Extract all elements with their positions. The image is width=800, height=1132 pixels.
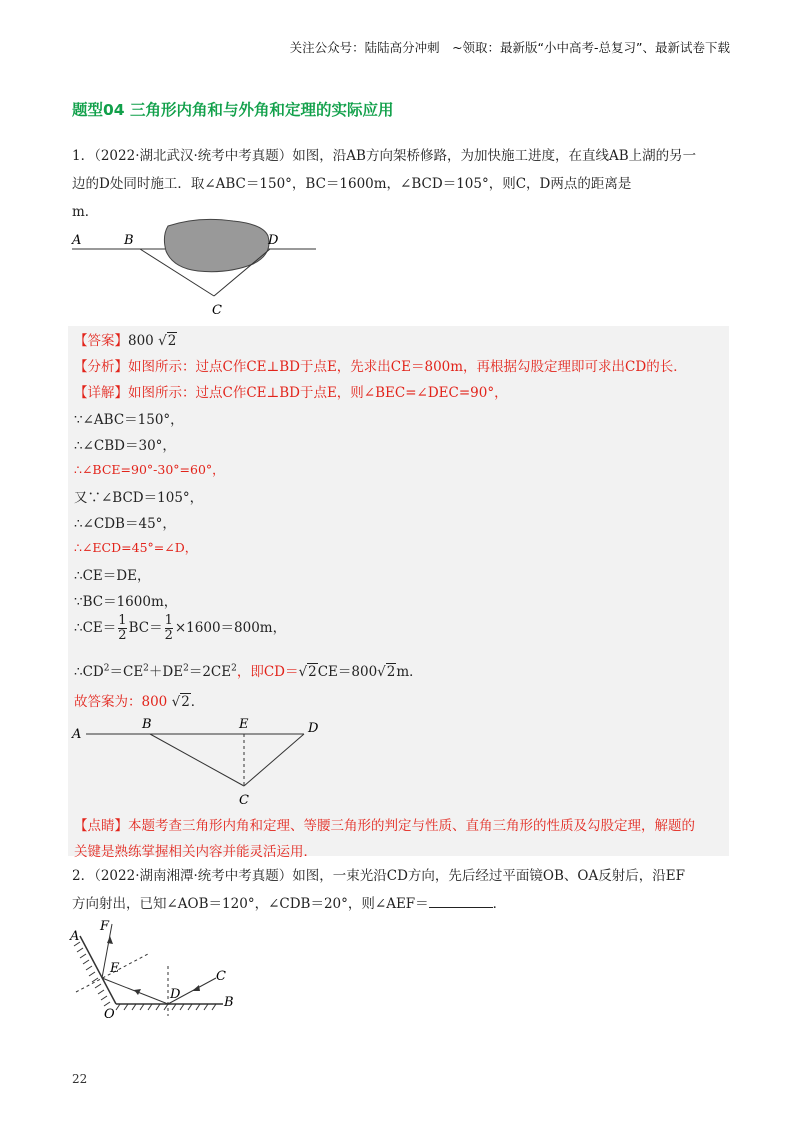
- detail-line: [74, 381, 508, 401]
- fig2-label-o: O: [104, 1007, 115, 1022]
- detail-tag: 【详解】: [74, 385, 128, 401]
- step-10-root-1: 2: [308, 664, 317, 680]
- answer-blank: [429, 893, 493, 908]
- answer-value: 800: [128, 333, 154, 349]
- detail-text: 如图所示：过点C作CE⊥BD于点E，则∠BEC=∠DEC=90°，: [128, 385, 508, 401]
- fraction-half-2: [165, 614, 173, 643]
- step-10-d: ＝2CE: [188, 664, 232, 680]
- step-10-e: ，即CD＝: [236, 664, 299, 680]
- fig2-label-c: C: [216, 969, 226, 984]
- step-5: ∴∠CDB＝45°，: [74, 516, 176, 532]
- step-10-b: ＝CE: [109, 664, 144, 680]
- mirror-ob-hatch: [116, 1004, 216, 1010]
- step-10-g: CE＝800: [317, 664, 378, 680]
- question-2: [72, 862, 732, 918]
- step-3: ∴∠BCE=90°-30°=60°，: [74, 462, 225, 477]
- arrow-de: [134, 989, 141, 995]
- step-9-b: BC＝: [128, 620, 163, 636]
- analysis-text: 如图所示：过点C作CE⊥BD于点E，先求出CE＝800m，再根据勾股定理即可求出CD的长．: [128, 359, 687, 375]
- solution-figure: [68, 716, 330, 808]
- analysis-line: [74, 355, 687, 375]
- final-answer-end: ．: [190, 694, 205, 710]
- step-2: ∴∠CBD＝30°，: [74, 438, 176, 454]
- step-10-h: m．: [396, 664, 423, 680]
- label-a: A: [72, 233, 82, 248]
- step-10-a: ∴CD: [74, 664, 104, 680]
- step-4: 又∵∠BCD＝105°，: [74, 490, 204, 506]
- step-6: ∴∠ECD=45°=∠D，: [74, 540, 198, 555]
- sol-label-d: D: [308, 721, 319, 736]
- lake-bridge-figure: [68, 216, 328, 320]
- frac-num-2: 1: [164, 613, 173, 628]
- section-title: 题型04 三角形内角和与外角和定理的实际应用: [72, 101, 394, 119]
- sol-label-c: C: [239, 793, 249, 808]
- comment-line-1: [74, 814, 695, 834]
- frac-num-1: 1: [118, 613, 127, 628]
- comment-tag: 【点睛】: [74, 818, 128, 834]
- fraction-half-1: [118, 614, 126, 643]
- answer-tag: 【答案】: [74, 333, 128, 349]
- step-7: ∴CE＝DE，: [74, 568, 151, 584]
- answer-line: 【答案】800 √2: [74, 333, 177, 349]
- frac-den-2: 2: [164, 628, 173, 643]
- arrow-ef: [107, 936, 113, 944]
- label-d: D: [268, 233, 279, 248]
- lake-shape: [164, 219, 269, 271]
- question-1: [72, 142, 732, 226]
- sol-segment-bc: [150, 734, 244, 786]
- fig2-label-b: B: [224, 995, 234, 1010]
- answer-root: 2: [167, 333, 177, 349]
- step-1: ∵∠ABC＝150°，: [74, 412, 184, 428]
- sol-segment-cd: [244, 734, 304, 786]
- fig2-label-f: F: [100, 919, 110, 934]
- label-b: B: [124, 233, 134, 248]
- comment-text-1: 本题考查三角形内角和定理、等腰三角形的判定与性质、直角三角形的性质及勾股定理，解题的: [128, 818, 695, 834]
- step-9-a: ∴CE＝: [74, 620, 117, 636]
- step-10-c: ＋DE: [148, 664, 184, 680]
- comment-line-2: 关键是熟练掌握相关内容并能灵活运用．: [74, 844, 317, 860]
- q2-line-2: [72, 890, 732, 918]
- q1-line-1: 1．（2022·湖北武汉·统考中考真题）如图，沿AB方向架桥修路，为加快施工进度，在直线AB上湖的另一: [72, 148, 697, 164]
- step-10-root-2: 2: [386, 664, 396, 680]
- sol-label-b: B: [142, 717, 152, 732]
- final-answer-line: 故答案为：800 √2．: [74, 694, 205, 710]
- q2-line-2-end: ．: [492, 896, 507, 912]
- step-10: $\therefore CD^2=CE^2+DE^2=2CE^2$，即CD＝√2CE＝800√2m．: [74, 663, 423, 680]
- fig2-label-a: A: [70, 929, 80, 944]
- step-9-c: ×1600＝800m，: [174, 620, 287, 636]
- fig2-label-d: D: [170, 987, 181, 1002]
- sol-label-e: E: [239, 717, 249, 732]
- mirror-oa-hatch: [74, 942, 110, 1006]
- q2-line-1: 2．（2022·湖南湘潭·统考中考真题）如图，一束光沿CD方向，先后经过平面镜OB、OA反射后，沿EF: [72, 868, 685, 884]
- mirror-figure: [68, 916, 248, 1024]
- arrow-cd: [192, 985, 200, 991]
- q1-line-3: m．: [72, 204, 99, 220]
- analysis-tag: 【分析】: [74, 359, 128, 375]
- final-answer-text: 故答案为：800: [74, 694, 168, 710]
- step-8: ∵BC＝1600m，: [74, 594, 178, 610]
- page-header: 关注公众号：陆陆高分冲刺 ~领取：最新版“小中高考-总复习”、最新试卷下载: [289, 40, 730, 55]
- label-c: C: [212, 303, 222, 318]
- final-answer-root: 2: [181, 694, 190, 710]
- q1-line-2: 边的D处同时施工．取∠ABC＝150°，BC＝1600m，∠BCD＝105°，则C，D两点的距离是: [72, 176, 632, 192]
- sol-label-a: A: [72, 727, 82, 742]
- page-number: 22: [72, 1072, 88, 1086]
- step-9: [74, 614, 286, 643]
- frac-den-1: 2: [118, 628, 127, 643]
- fig2-label-e: E: [110, 961, 120, 976]
- q2-line-2-text: 方向射出，已知∠AOB＝120°，∠CDB＝20°，则∠AEF＝: [72, 896, 429, 912]
